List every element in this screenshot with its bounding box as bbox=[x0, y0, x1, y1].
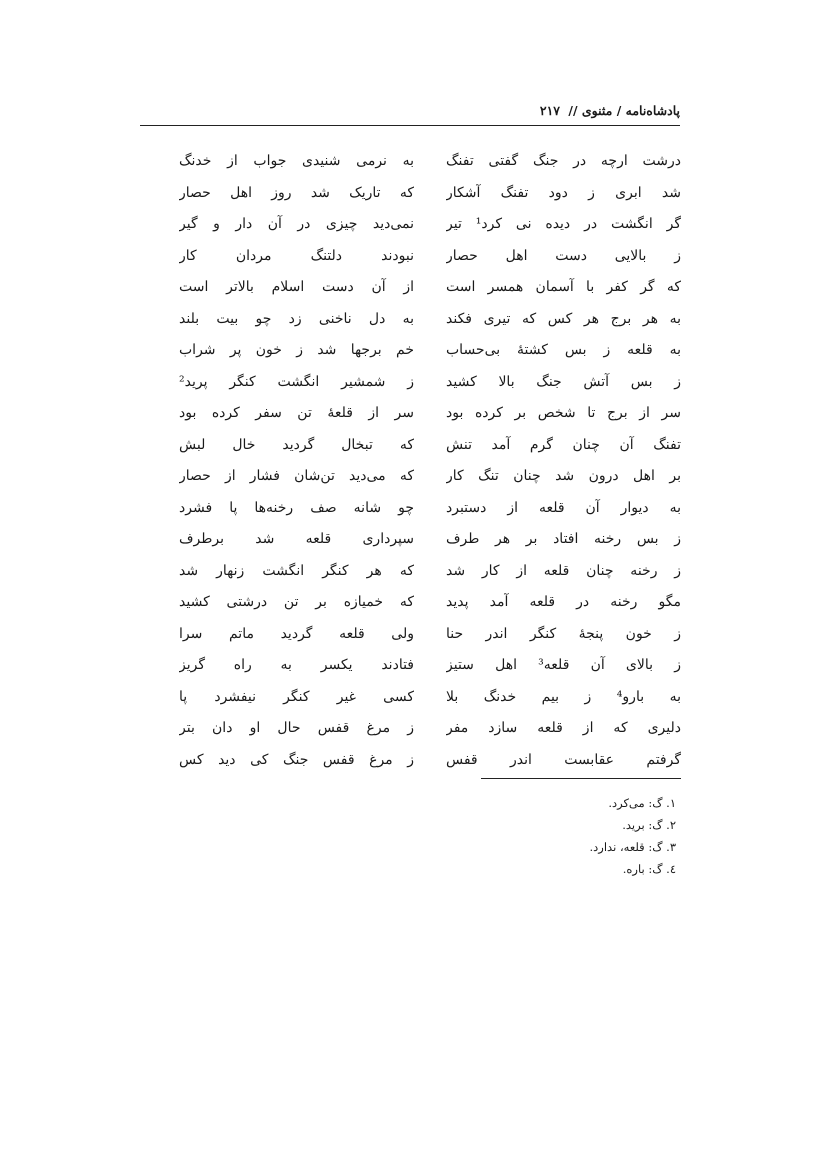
hemistich-first: به قلعه ز بس کشتهٔ بی‌حساب bbox=[446, 342, 681, 358]
couplet bbox=[0, 460, 826, 492]
couplet bbox=[0, 334, 826, 366]
header-rule bbox=[140, 125, 680, 126]
hemistich-first: به هر برج هر کس که تیری فکند bbox=[446, 310, 681, 327]
hemistich-second: نبودند دلتنگ مردان کار bbox=[179, 247, 414, 264]
footnote-1: ١. گ: می‌کرد. bbox=[608, 796, 676, 810]
hemistich-second: فتادند یکسر به راه گریز bbox=[179, 657, 414, 673]
hemistich-first: ز بس رخنه افتاد بر هر طرف bbox=[446, 531, 681, 547]
couplet bbox=[0, 618, 826, 650]
hemistich-second: به دل ناخنی زد چو بیت بلند bbox=[179, 310, 414, 327]
hemistich-first: ز خون پنجهٔ کنگر اندر حنا bbox=[446, 625, 681, 642]
hemistich-first: به دیوار آن قلعه از دستبرد bbox=[446, 499, 681, 516]
hemistich-first: ز بس آتش جنگ بالا کشید bbox=[446, 373, 681, 390]
footnote-4: ٤. گ: باره. bbox=[622, 862, 676, 876]
page-number: ۲۱۷ bbox=[539, 103, 561, 118]
hemistich-first: دلیری که از قلعه سازد مفر bbox=[446, 720, 681, 736]
couplet bbox=[0, 208, 826, 240]
hemistich-second: چو شانه صف رخنه‌ها پا فشرد bbox=[179, 499, 414, 516]
hemistich-second: که خمیازه بر تن درشتی کشید bbox=[179, 594, 414, 610]
hemistich-first: تفنگ آن چنان گرم آمد تنش bbox=[446, 436, 681, 453]
hemistich-second: به نرمی شنیدی جواب از خدنگ bbox=[179, 153, 414, 169]
hemistich-second: سپرداری قلعه شد برطرف bbox=[179, 531, 414, 547]
couplet bbox=[0, 555, 826, 587]
couplet bbox=[0, 366, 826, 398]
hemistich-second: ز مرغ قفس جنگ کی دید کس bbox=[179, 751, 414, 768]
hemistich-first: ز رخنه چنان قلعه از کار شد bbox=[446, 562, 681, 579]
hemistich-second: ز مرغ قفس حال او دان بتر bbox=[179, 720, 414, 736]
couplet bbox=[0, 271, 826, 303]
hemistich-first: به بارو⁴ ز بیم خدنگ بلا bbox=[446, 688, 681, 705]
footnote-3: ٣. گ: قلعه، ندارد. bbox=[589, 840, 676, 854]
running-head-title: پادشاه‌نامه / مثنوی // bbox=[568, 103, 680, 118]
hemistich-second: ز شمشیر انگشت کنگر پرید² bbox=[179, 373, 414, 390]
couplet bbox=[0, 744, 826, 776]
hemistich-second: که تاریک شد روز اهل حصار bbox=[179, 184, 414, 201]
couplet bbox=[0, 712, 826, 744]
hemistich-second: که تبخال گردید خال لبش bbox=[179, 436, 414, 453]
hemistich-first: گرفتم عقابست اندر قفس bbox=[446, 751, 681, 768]
hemistich-first: درشت ارچه در جنگ گفتی تفنگ bbox=[446, 153, 681, 169]
hemistich-second: کسی غیر کنگر نیفشرد پا bbox=[179, 688, 414, 705]
couplet bbox=[0, 397, 826, 429]
hemistich-first: که گر کفر با آسمان همسر است bbox=[446, 279, 681, 295]
hemistich-second: ولی قلعه گردید ماتم سرا bbox=[179, 625, 414, 642]
running-head bbox=[540, 103, 680, 118]
hemistich-second: که می‌دید تن‌شان فشار از حصار bbox=[179, 468, 414, 484]
footnote-rule bbox=[481, 778, 681, 779]
couplet bbox=[0, 177, 826, 209]
hemistich-second: خم برجها شد ز خون پر شراب bbox=[179, 342, 414, 358]
hemistich-first: سر از برج تا شخص بر کرده بود bbox=[446, 405, 681, 421]
hemistich-second: که هر کنگر انگشت زنهار شد bbox=[179, 562, 414, 579]
couplet bbox=[0, 681, 826, 713]
hemistich-second: نمی‌دید چیزی در آن دار و گیر bbox=[179, 216, 414, 232]
couplet bbox=[0, 586, 826, 618]
hemistich-second: سر از قلعهٔ تن سفر کرده بود bbox=[179, 405, 414, 421]
couplet bbox=[0, 523, 826, 555]
hemistich-second: از آن دست اسلام بالاتر است bbox=[179, 279, 414, 295]
couplet bbox=[0, 303, 826, 335]
couplet bbox=[0, 240, 826, 272]
hemistich-first: مگو رخنه در قلعه آمد پدید bbox=[446, 594, 681, 610]
couplet bbox=[0, 429, 826, 461]
hemistich-first: بر اهل درون شد چنان تنگ کار bbox=[446, 468, 681, 484]
hemistich-first: ز بالای آن قلعه³ اهل ستیز bbox=[446, 657, 681, 673]
couplet bbox=[0, 145, 826, 177]
couplet bbox=[0, 649, 826, 681]
couplet bbox=[0, 492, 826, 524]
footnote-2: ٢. گ: برید. bbox=[622, 818, 676, 832]
hemistich-first: شد ابری ز دود تفنگ آشکار bbox=[446, 184, 681, 201]
footnotes bbox=[590, 792, 676, 880]
hemistich-first: ز بالایی دست اهل حصار bbox=[446, 247, 681, 264]
hemistich-first: گر انگشت در دیده نی کرد¹ تیر bbox=[446, 216, 681, 232]
